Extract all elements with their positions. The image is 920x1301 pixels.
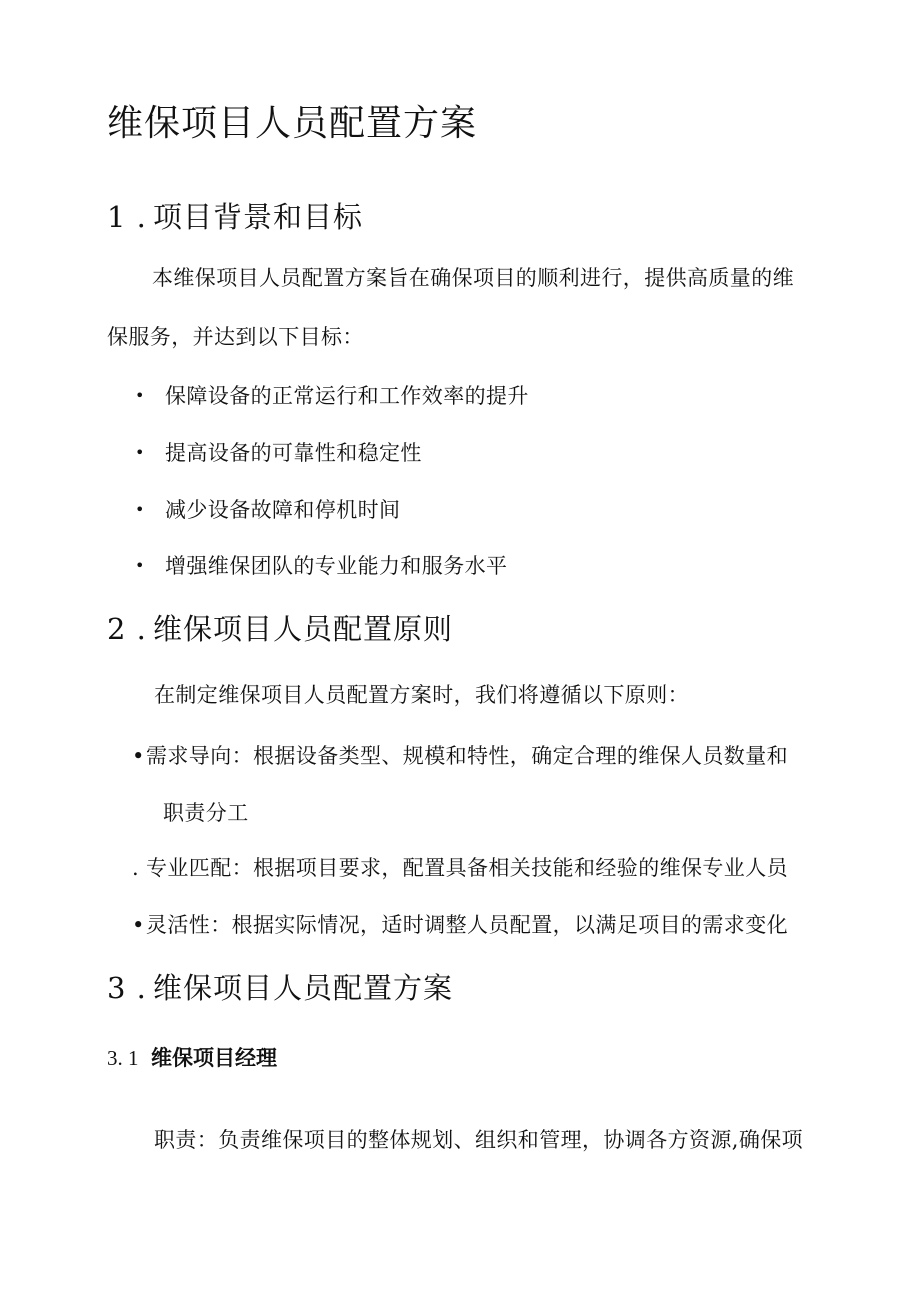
section-1-heading: [107, 200, 363, 235]
subsection-3-1-heading: [107, 1046, 277, 1071]
subsection-3-1-number: 3. 1: [107, 1046, 139, 1070]
section-2-number: 2 .: [107, 612, 147, 646]
bullet-icon: •: [135, 386, 145, 405]
bullet-icon: •: [132, 913, 145, 937]
section-1-intro-line-1: 本维保项目人员配置方案旨在确保项目的顺利进行，提供高质量的维: [152, 266, 794, 290]
subsection-3-1-text: 职责：负责维保项目的整体规划、组织和管理，协调各方资源,确保项: [154, 1128, 804, 1152]
rule-item-continuation: 职责分工: [163, 801, 249, 825]
bullet-icon: •: [135, 556, 145, 575]
bullet-icon: •: [135, 443, 145, 462]
list-item: [135, 380, 529, 410]
bullet-icon: •: [135, 500, 145, 519]
section-1-number: 1 .: [107, 200, 147, 234]
section-3-heading: [107, 971, 453, 1006]
section-2-title: 维保项目人员配置原则: [153, 612, 454, 646]
subsection-3-1-title: 维保项目经理: [151, 1046, 277, 1070]
bullet-icon: •: [132, 744, 145, 768]
section-3-number: 3 .: [107, 971, 147, 1005]
section-3-title: 维保项目人员配置方案: [153, 971, 454, 1005]
list-item: [135, 550, 507, 580]
section-2-intro: 在制定维保项目人员配置方案时，我们将遵循以下原则：: [154, 683, 689, 707]
rule-item: [132, 740, 788, 770]
rule-item-text: 专业匹配：根据项目要求，配置具备相关技能和经验的维保专业人员: [146, 856, 788, 880]
rule-item: [132, 909, 788, 939]
document-title: 维保项目人员配置方案: [107, 103, 478, 144]
section-1-title: 项目背景和目标: [153, 200, 364, 234]
rule-item-text: 需求导向：根据设备类型、规模和特性，确定合理的维保人员数量和: [146, 744, 788, 768]
list-item-text: 增强维保团队的专业能力和服务水平: [165, 554, 508, 578]
list-item: [135, 437, 422, 467]
list-item-text: 保障设备的正常运行和工作效率的提升: [165, 384, 529, 408]
section-1-intro-line-2: 保服务，并达到以下目标：: [107, 325, 364, 349]
rule-item: [132, 852, 788, 882]
list-item: [135, 494, 400, 524]
bullet-icon: .: [132, 856, 140, 880]
list-item-text: 减少设备故障和停机时间: [165, 498, 401, 522]
section-2-heading: [107, 612, 453, 647]
rule-item-text: 灵活性：根据实际情况，适时调整人员配置，以满足项目的需求变化: [146, 913, 788, 937]
list-item-text: 提高设备的可靠性和稳定性: [165, 441, 422, 465]
